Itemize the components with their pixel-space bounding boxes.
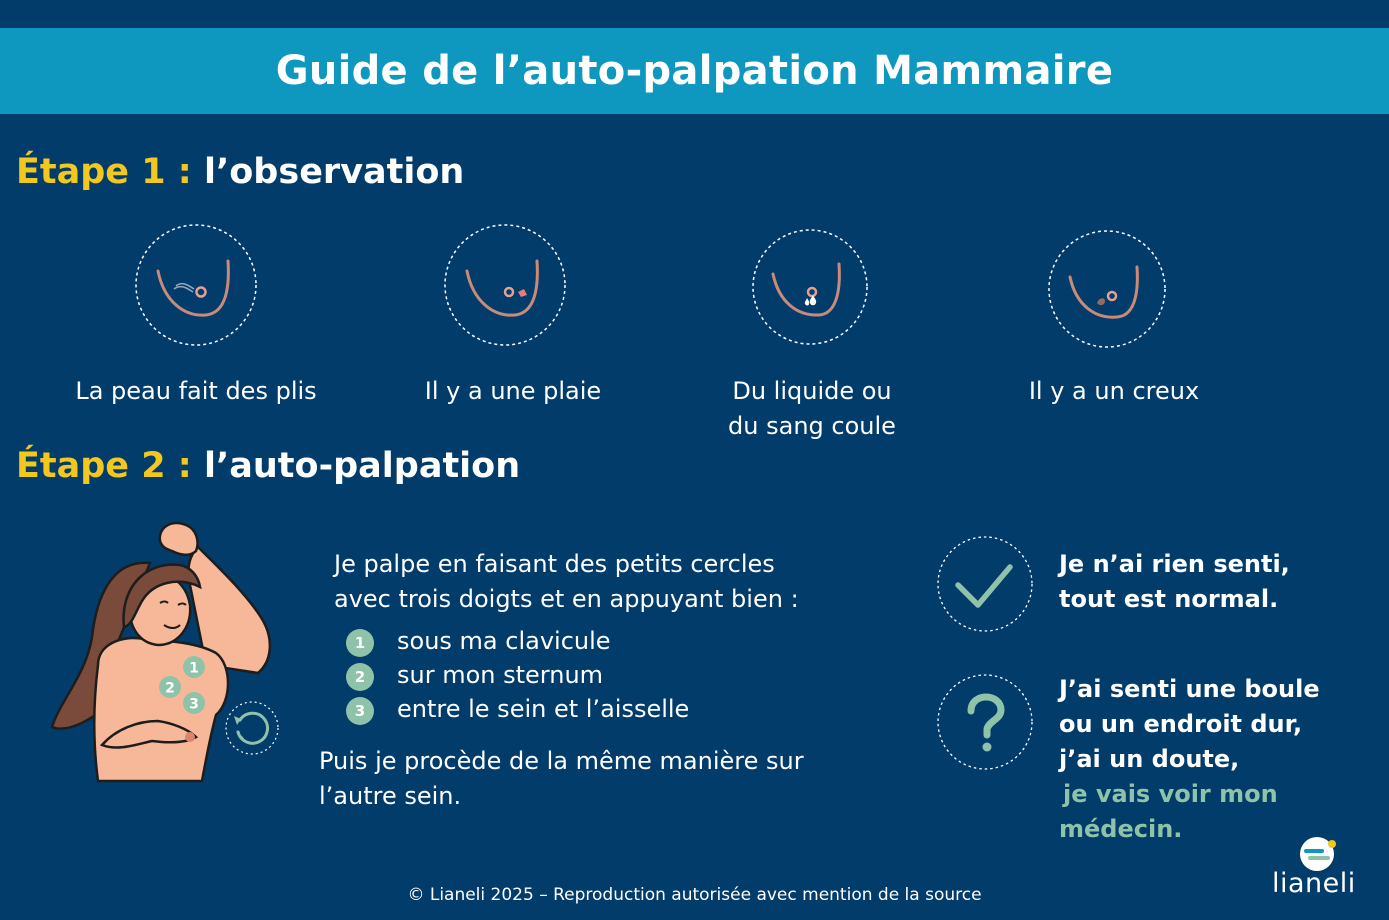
svg-text:1: 1 [189,660,199,677]
breast-discharge-icon [751,228,869,346]
nipple [185,732,195,742]
point-label: sous ma clavicule [397,627,611,655]
checkmark-icon [936,535,1034,633]
step1-heading [16,152,464,192]
palpation-intro: Je palpe en faisant des petits cercles avec trois doigts et en appuyant bien : [334,550,799,613]
question-mark-icon [936,673,1034,771]
step1-number: Étape 1 : [16,152,192,192]
step2-heading [16,446,520,486]
step1-name: l’observation [203,152,465,192]
hand-on-head [160,523,198,555]
top-strip [0,0,1389,28]
svg-text:3: 3 [189,696,199,713]
breast-skin-fold-icon [134,223,258,347]
step2-name: l’auto-palpation [203,446,521,486]
point-label: entre le sein et l’aisselle [397,695,690,723]
list-item [346,624,689,658]
title-bar [0,28,1389,114]
observation-caption-4: Il y a un creux [1028,377,1200,405]
list-item [346,692,689,726]
logo-wordmark: lianeli [1272,868,1356,899]
point-badge: 1 [346,629,374,657]
breast-dimple-icon [1047,229,1167,349]
point-badge: 3 [346,697,374,725]
list-item [346,658,689,692]
circular-motion-icon [224,700,280,756]
torso [94,638,228,781]
breast-wound-icon [443,223,567,347]
observation-caption-3: Du liquide ou du sang coule [728,377,896,440]
see-doctor-text: je vais voir mon [1063,780,1278,808]
result-normal: Je n’ai rien senti, tout est normal. [1059,550,1290,613]
observation-caption-2: Il y a une plaie [424,377,602,405]
page-title: Guide de l’auto-palpation Mammaire [275,48,1114,94]
copyright-footer: © Lianeli 2025 – Reproduction autorisée avec mention de la source [407,885,982,905]
observation-caption-1: La peau fait des plis [75,377,317,405]
step2-number: Étape 2 : [16,446,192,486]
figure-point-3 [183,692,205,714]
palpation-points-list [346,624,689,726]
point-label: sur mon sternum [397,661,604,689]
point-badge: 2 [346,663,374,691]
figure-point-2 [159,676,181,698]
svg-text:2: 2 [165,680,175,697]
figure-point-1 [183,656,205,678]
result-doubt: J’ai senti une boule ou un endroit dur, j’ai un doute, je vais voir mon médecin. [1059,675,1320,843]
palpation-outro: Puis je procède de la même manière sur l’autre sein. [319,747,804,810]
